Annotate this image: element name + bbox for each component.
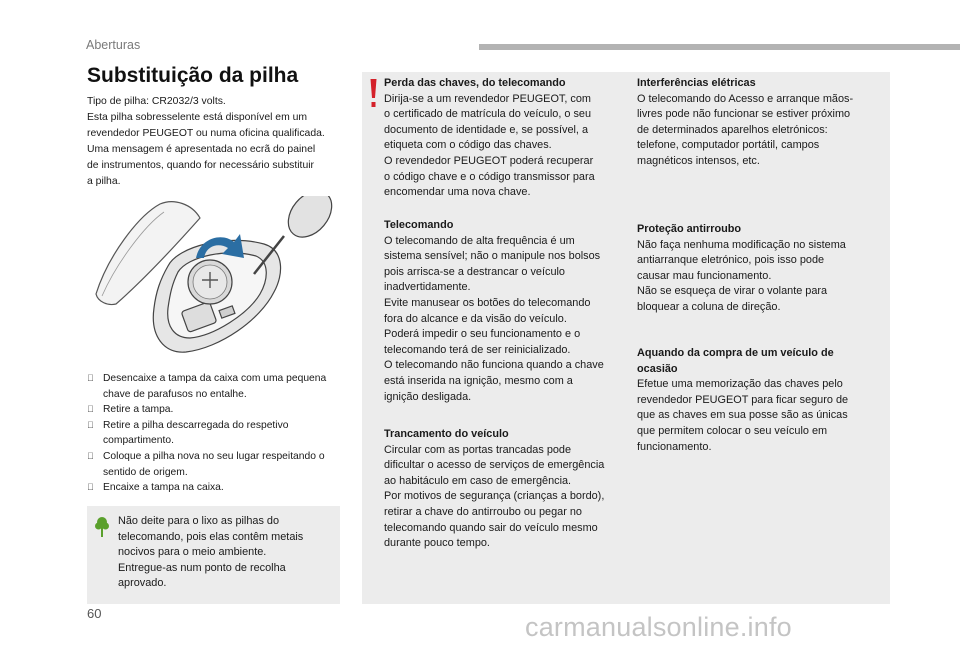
page-number: 60 (87, 606, 102, 621)
step-bullet-icon (87, 480, 94, 496)
eco-line: aprovado. (118, 577, 167, 590)
intro-line: revendedor PEUGEOT ou numa oficina qualificada. (87, 128, 325, 139)
warning-heading: Trancamento do veículo (384, 428, 509, 440)
page-title: Substituição da pilha (87, 64, 299, 87)
warning-line: funcionamento. (637, 440, 712, 453)
step-bullet-icon (87, 449, 94, 465)
warning-line: fora do alcance e da visão do veículo. (384, 312, 567, 325)
warning-locking (384, 427, 634, 552)
warning-line: encomendar uma nova chave. (384, 186, 531, 199)
step-bullet-icon (87, 402, 94, 418)
warning-heading: Perda das chaves, do telecomando (384, 77, 566, 89)
battery-cell (188, 260, 232, 304)
warning-line: bloquear a coluna de direção. (637, 300, 781, 313)
warning-line: que permitem colocar o seu veículo em (637, 424, 828, 437)
intro-text (87, 94, 347, 190)
warning-line: o código chave e o código transmissor para (384, 170, 595, 183)
warning-line: está inserida na ignição, mesmo com a (384, 374, 573, 387)
warning-remote (384, 218, 634, 405)
warning-line: O telecomando não funciona quando a chave (384, 359, 604, 372)
warning-heading: Aquando da compra de um veículo de (637, 347, 834, 359)
warning-line: Poderá impedir o seu funcionamento e o (384, 328, 581, 341)
warning-line: o certificado de matrícula do veículo, o seu (384, 108, 592, 121)
warning-line: antiarranque eletrónico, pois isso pode (637, 254, 825, 267)
step-item: Desencaixe a tampa da caixa com uma pequena chave de parafusos no entalhe. (87, 371, 343, 402)
warning-line: causar mau funcionamento. (637, 269, 772, 282)
warning-heading: Telecomando (384, 219, 454, 231)
step-bullet-icon (87, 418, 94, 434)
section-label: Aberturas (86, 38, 141, 52)
warning-line: documento de identidade e, se possível, a (384, 123, 589, 136)
warning-line: O telecomando do Acesso e arranque mãos- (637, 92, 854, 105)
exclamation-warning-icon (370, 79, 377, 109)
step-item: Retire a pilha descarregada do respetivo compartimento. (87, 418, 343, 449)
eco-line: telecomando, pois elas contêm metais (118, 530, 304, 543)
warning-lost-keys (384, 76, 634, 201)
eco-line: Não deite para o lixo as pilhas do (118, 515, 280, 527)
warning-line: etiqueta com o código das chaves. (384, 139, 552, 152)
warning-line: Dirija-se a um revendedor PEUGEOT, com (384, 92, 591, 105)
tree-eco-icon (95, 516, 109, 538)
warning-line: O telecomando de alta frequência é um (384, 234, 575, 247)
warning-line: telefone, computador portátil, campos (637, 139, 820, 152)
warning-line: Efetue uma memorização das chaves pelo (637, 378, 843, 391)
section-header-bar (479, 44, 960, 50)
warning-line: telecomando terá de ser reinicializado. (384, 343, 571, 356)
warning-line: ao habitáculo em caso de emergência. (384, 474, 572, 487)
warning-line: livres pode não funcionar se estiver próximo (637, 108, 851, 121)
warning-line: inadvertidamente. (384, 281, 471, 294)
warning-antitheft (637, 222, 887, 316)
warning-line: Não se esqueça de virar o volante para (637, 285, 828, 298)
warning-line: O revendedor PEUGEOT poderá recuperar (384, 154, 594, 167)
warning-line: magnéticos intensos, etc. (637, 154, 760, 167)
instruction-steps (87, 371, 343, 496)
step-item: Encaixe a tampa na caixa. (87, 480, 343, 496)
intro-line: Tipo de pilha: CR2032/3 volts. (87, 96, 226, 107)
intro-line: Esta pilha sobresselente está disponível em um (87, 112, 308, 123)
eco-note (87, 506, 340, 604)
eco-line: nocivos para o meio ambiente. (118, 546, 267, 559)
warning-line: sistema sensível; não o manipule nos bolsos (384, 250, 601, 263)
warning-line: dificultar o acesso de serviços de emergência (384, 459, 605, 472)
intro-line: de instrumentos, quando for necessário substituir (87, 160, 314, 171)
step-item: Retire a tampa. (87, 402, 343, 418)
warning-line: que as chaves em sua posse são as únicas (637, 409, 848, 422)
warning-line: telecomando quando sair do veículo mesmo (384, 521, 598, 534)
warning-line: Circular com as portas trancadas pode (384, 443, 572, 456)
warning-heading: Interferências elétricas (637, 77, 756, 89)
intro-line: Uma mensagem é apresentada no ecrã do painel (87, 144, 316, 155)
key-battery-illustration (88, 196, 338, 362)
step-bullet-icon (87, 371, 94, 387)
warning-line: Por motivos de segurança (crianças a bordo), (384, 490, 605, 503)
warning-line: retirar a chave do antirroubo ou pegar no (384, 505, 582, 518)
eco-line: Entregue-as num ponto de recolha (118, 561, 286, 574)
warning-heading: Proteção antirroubo (637, 223, 742, 235)
warning-used-vehicle (637, 346, 887, 455)
warning-line: ignição desligada. (384, 390, 472, 403)
warning-line: Evite manusear os botões do telecomando (384, 296, 591, 309)
step-item: Coloque a pilha nova no seu lugar respeitando o sentido de origem. (87, 449, 343, 480)
watermark-text: carmanualsonline.info (525, 612, 792, 642)
warning-line: Não faça nenhuma modificação no sistema (637, 238, 846, 251)
intro-line: a pilha. (87, 176, 121, 187)
warning-line: durante pouco tempo. (384, 537, 490, 550)
warning-line: revendedor PEUGEOT para ficar seguro de (637, 393, 849, 406)
warning-line: de determinados aparelhos eletrónicos: (637, 123, 828, 136)
warning-line: pois arrisca-se a destrancar o veículo (384, 265, 565, 278)
warning-heading: ocasião (637, 362, 678, 375)
warning-interference (637, 76, 887, 170)
